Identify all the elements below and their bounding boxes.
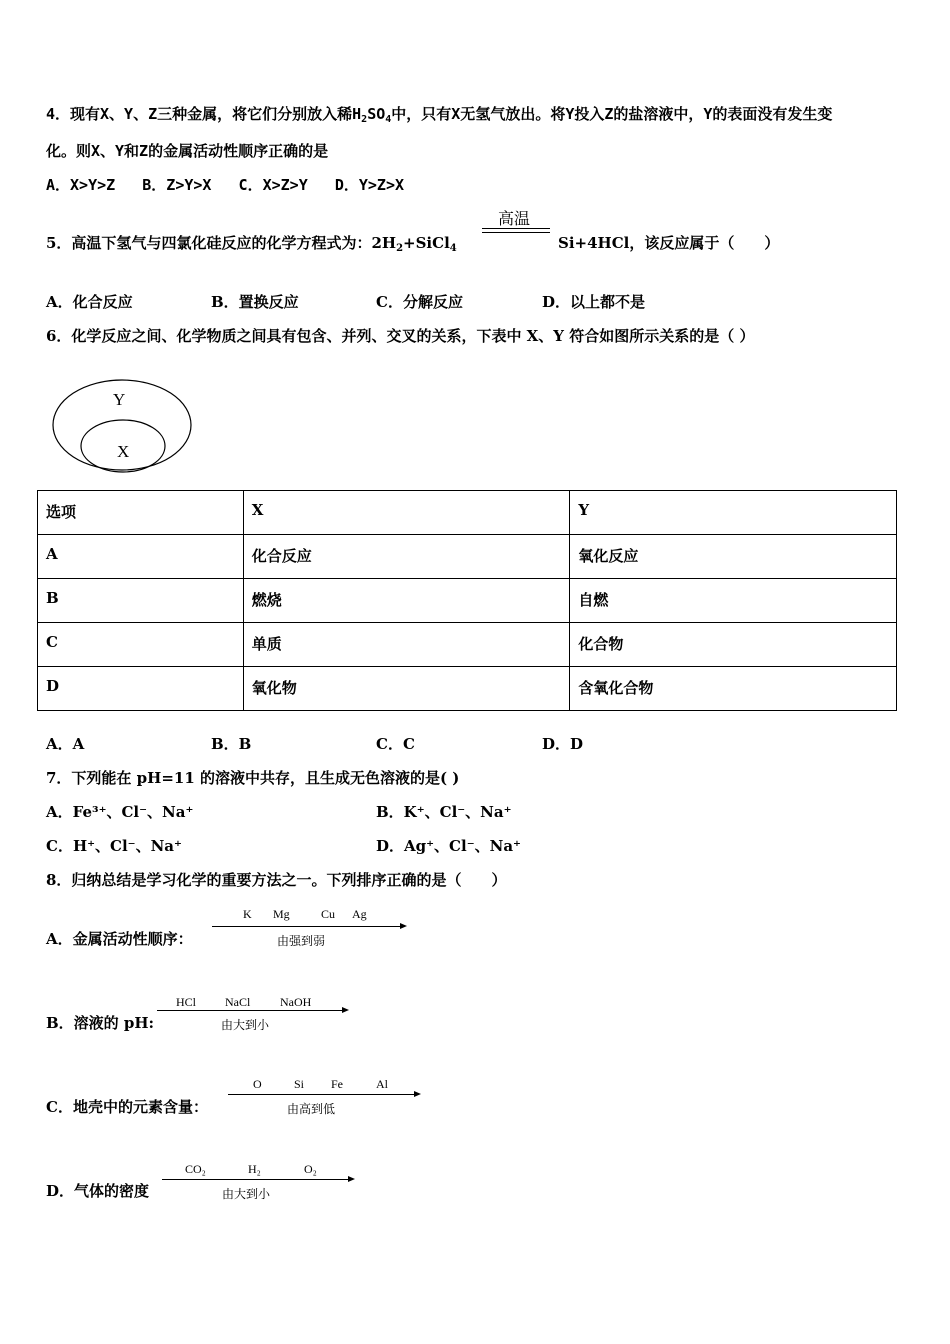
q8d-item: CO₂ bbox=[185, 1162, 206, 1176]
q8c-item: Al bbox=[376, 1077, 388, 1091]
table-row bbox=[38, 623, 897, 667]
q4-text-c: 中，只有X无氢气放出。将Y投入Z的盐溶液中，Y的表面没有发生变 bbox=[391, 105, 833, 123]
table-cell: 化合物 bbox=[570, 623, 897, 667]
q8b-note: 由大到小 bbox=[221, 1018, 270, 1032]
table-header-cell: Y bbox=[570, 491, 897, 535]
q8c-arrow-line bbox=[228, 1094, 416, 1095]
q6-table bbox=[37, 490, 897, 711]
q4-sub: 2 bbox=[361, 114, 368, 125]
table-header-row bbox=[38, 491, 897, 535]
q5-sub: 2 bbox=[396, 243, 404, 254]
q8c-item: Fe bbox=[331, 1077, 343, 1091]
table-cell: 自燃 bbox=[570, 579, 897, 623]
q4-line1 bbox=[46, 103, 832, 125]
q6-option-a: A．A bbox=[46, 735, 85, 753]
q8b-item: NaCl bbox=[225, 995, 251, 1009]
q8a-note: 由强到弱 bbox=[277, 934, 326, 948]
q8c-item: O bbox=[253, 1077, 262, 1091]
q5-text-b: +SiCl bbox=[403, 234, 450, 252]
q5-option-a: A．化合反应 bbox=[46, 293, 133, 311]
q4-line2: 化。则X、Y和Z的金属活动性顺序正确的是 bbox=[46, 142, 329, 160]
q5-equals-line-2 bbox=[482, 232, 550, 233]
table-cell: 单质 bbox=[243, 623, 570, 667]
q4-options: A．X>Y>Z B．Z>Y>X C．X>Z>Y D．Y>Z>X bbox=[46, 176, 405, 194]
q6-option-d: D．D bbox=[542, 735, 584, 753]
q8a-item: Ag bbox=[352, 907, 367, 921]
table-cell: C bbox=[38, 623, 244, 667]
q8c-note: 由高到低 bbox=[287, 1102, 336, 1116]
q5-option-b: B．置换反应 bbox=[211, 293, 299, 311]
q8-option-a-label: A．金属活动性顺序： bbox=[46, 930, 193, 948]
q8c-item: Si bbox=[294, 1077, 305, 1091]
q8d-item: H₂ bbox=[248, 1162, 261, 1176]
q7-option-a: A．Fe³⁺、Cl⁻、Na⁺ bbox=[46, 803, 194, 821]
q7-option-d: D．Ag⁺、Cl⁻、Na⁺ bbox=[376, 837, 521, 855]
q6-venn-diagram bbox=[50, 378, 196, 478]
q8b-item: NaOH bbox=[280, 995, 312, 1009]
q4-text-a: 4．现有X、Y、Z三种金属，将它们分别放入稀H bbox=[46, 105, 362, 123]
q5-equals-line-1 bbox=[482, 228, 550, 229]
table-cell: 燃烧 bbox=[243, 579, 570, 623]
q8c-arrow-head bbox=[414, 1091, 421, 1097]
q8b-item: HCl bbox=[176, 995, 197, 1009]
q5-sub: 4 bbox=[449, 243, 457, 254]
q8b-arrow-line bbox=[157, 1010, 344, 1011]
venn-label-x: X bbox=[117, 442, 130, 461]
q8a-arrow-line bbox=[212, 926, 402, 927]
table-cell: D bbox=[38, 667, 244, 711]
q6-option-c: C．C bbox=[376, 735, 415, 753]
table-cell: B bbox=[38, 579, 244, 623]
q8b-arrow-head bbox=[342, 1007, 349, 1013]
table-row bbox=[38, 535, 897, 579]
table-header-cell: 选项 bbox=[38, 491, 244, 535]
table-cell: 化合反应 bbox=[243, 535, 570, 579]
q5-condition: 高温 bbox=[498, 209, 531, 228]
q5-stem-end: Si+4HCl，该反应属于（ ） bbox=[558, 234, 780, 252]
venn-label-y: Y bbox=[113, 390, 126, 409]
q6-stem: 6．化学反应之间、化学物质之间具有包含、并列、交叉的关系，下表中 X、Y 符合如图所示关系的是（ ） bbox=[46, 327, 755, 345]
table-cell: 氧化反应 bbox=[570, 535, 897, 579]
q6-option-b: B．B bbox=[211, 735, 252, 753]
q8-stem: 8．归纳总结是学习化学的重要方法之一。下列排序正确的是（ ） bbox=[46, 871, 507, 889]
q7-stem: 7．下列能在 pH=11 的溶液中共存，且生成无色溶液的是( ) bbox=[46, 769, 460, 787]
table-cell: 氧化物 bbox=[243, 667, 570, 711]
q4-sub: 4 bbox=[385, 114, 392, 125]
q8d-item: O₂ bbox=[304, 1162, 317, 1176]
table-cell: 含氧化合物 bbox=[570, 667, 897, 711]
q4-text-b: SO bbox=[367, 105, 386, 123]
q8a-item: Cu bbox=[321, 907, 336, 921]
q8-option-b-label: B．溶液的 pH: bbox=[46, 1014, 155, 1032]
q8-option-d-label: D．气体的密度 bbox=[46, 1182, 150, 1200]
table-row bbox=[38, 667, 897, 711]
q8d-note: 由大到小 bbox=[222, 1187, 271, 1201]
q8a-item: K bbox=[243, 907, 252, 921]
q8d-arrow-line bbox=[162, 1179, 350, 1180]
q8-option-c-label: C．地壳中的元素含量： bbox=[46, 1098, 208, 1116]
q5-option-c: C．分解反应 bbox=[376, 293, 463, 311]
q5-option-d: D．以上都不是 bbox=[542, 293, 646, 311]
table-cell: A bbox=[38, 535, 244, 579]
q5-stem bbox=[46, 232, 457, 254]
q7-option-b: B．K⁺、Cl⁻、Na⁺ bbox=[376, 803, 512, 821]
table-row bbox=[38, 579, 897, 623]
q8d-arrow-head bbox=[348, 1176, 355, 1182]
q7-option-c: C．H⁺、Cl⁻、Na⁺ bbox=[46, 837, 182, 855]
q5-text-a: 5．高温下氢气与四氯化硅反应的化学方程式为：2H bbox=[46, 234, 397, 252]
table-header-cell: X bbox=[243, 491, 570, 535]
q8a-item: Mg bbox=[273, 907, 290, 921]
q8a-arrow-head bbox=[400, 923, 407, 929]
